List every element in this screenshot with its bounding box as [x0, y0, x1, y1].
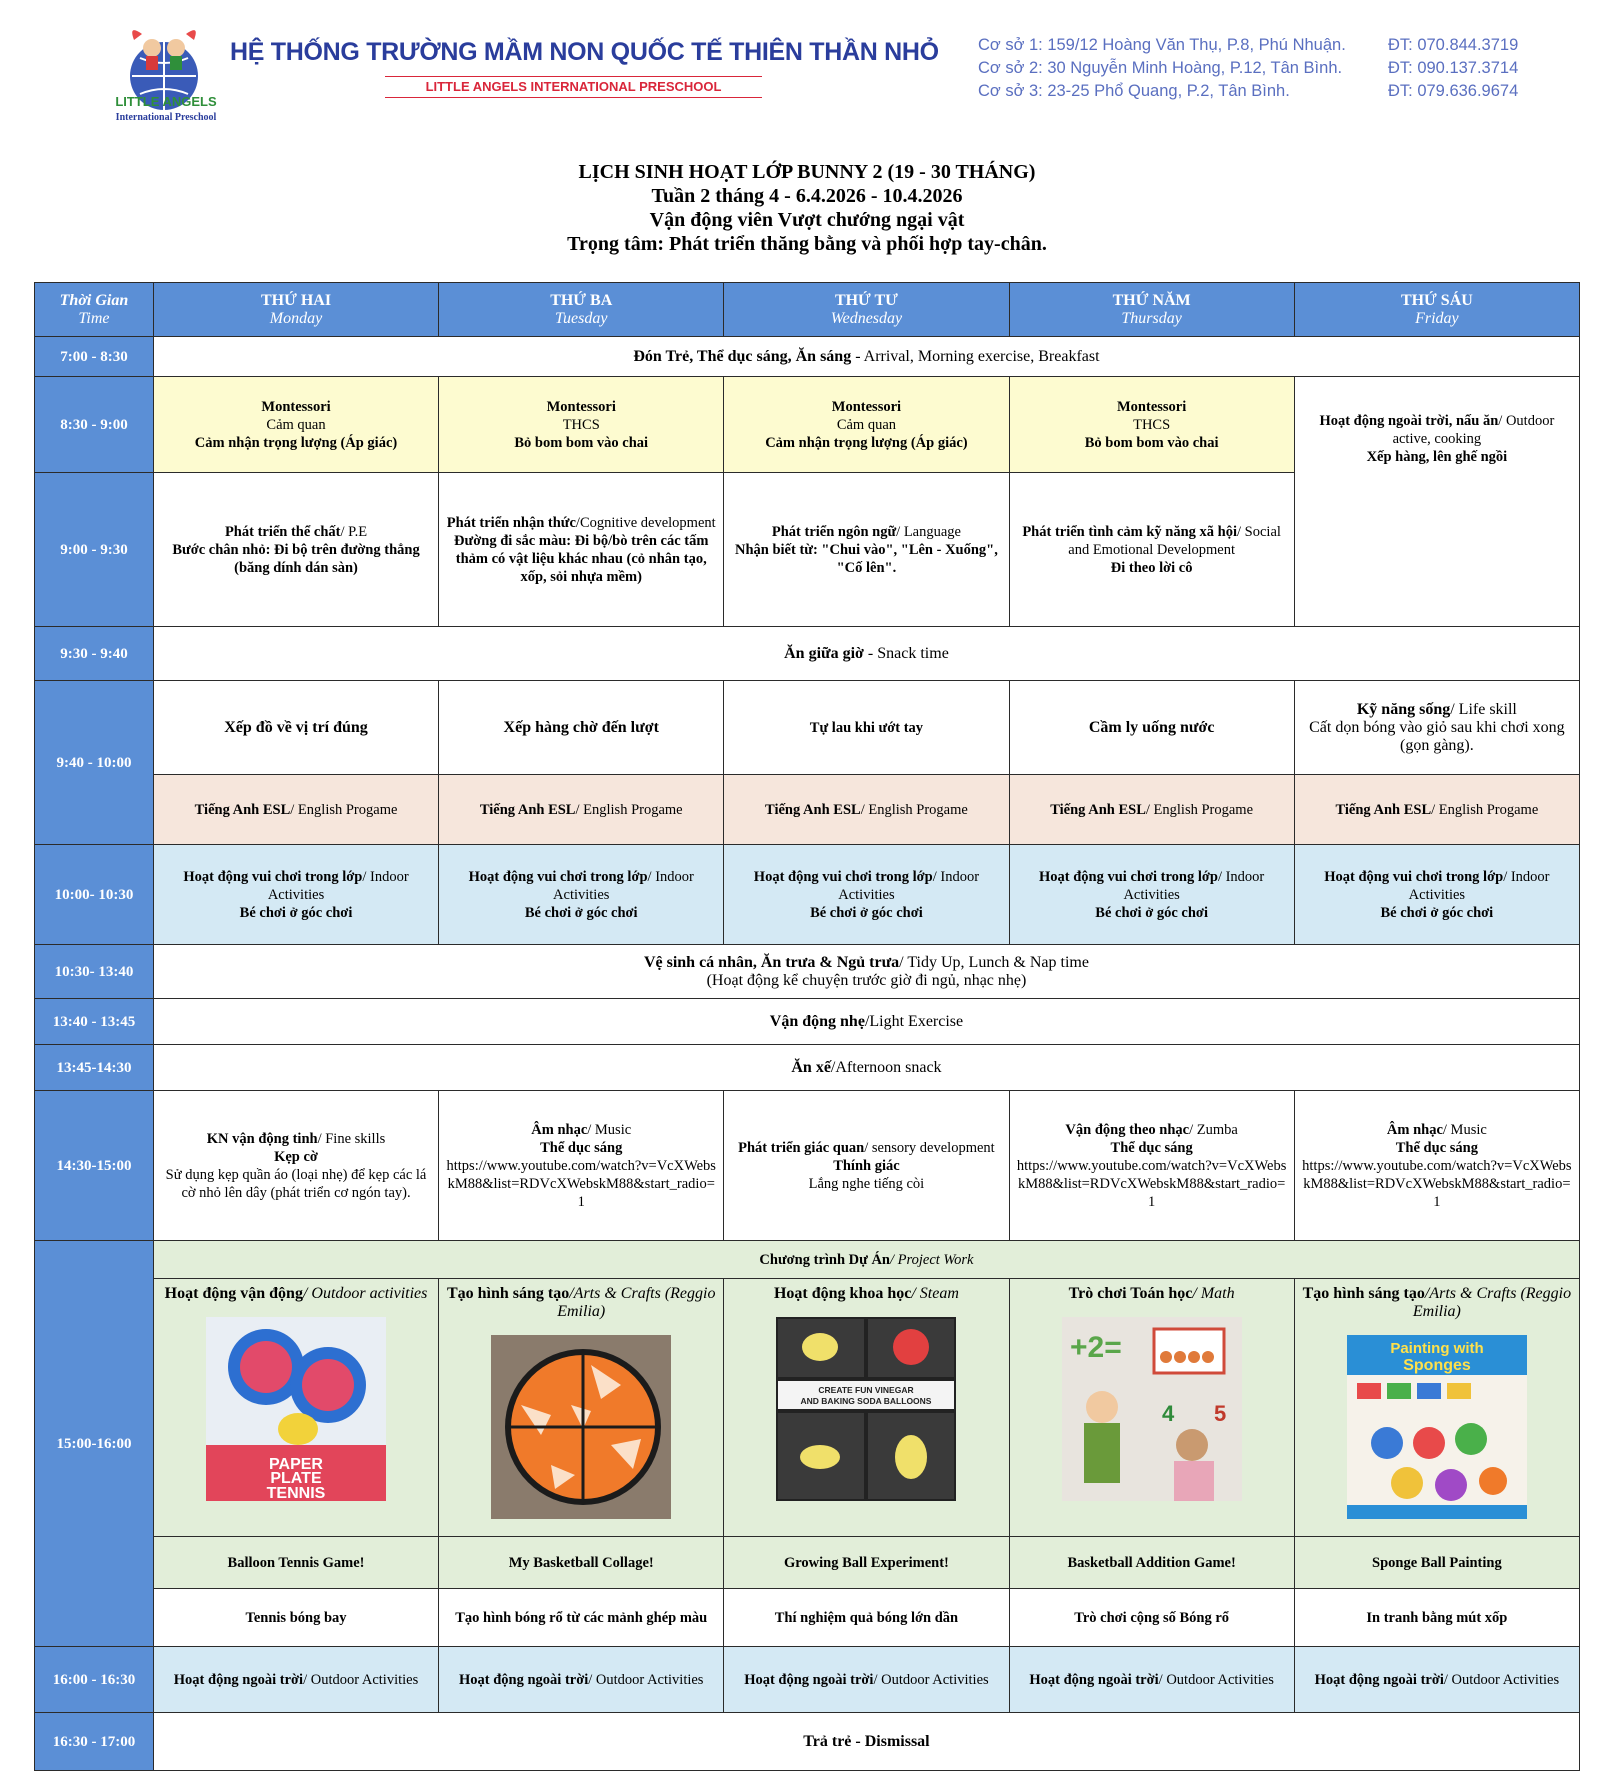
schedule-table: [34, 282, 1580, 1771]
schedule-title: LỊCH SINH HOẠT LỚP BUNNY 2 (19 - 30 THÁNG): [578, 161, 1036, 183]
outdoor-cell: Hoạt động ngoài trời/ Outdoor Activities: [1009, 1647, 1294, 1713]
branch-address: Cơ sở 3: 23-25 Phổ Quang, P.2, Tân Bình.: [978, 82, 1290, 100]
sponge-painting-image: [1347, 1335, 1527, 1519]
table-row: [35, 1647, 1580, 1713]
day-header-monday: THỨ HAI Monday: [153, 283, 438, 337]
svg-text:Sponges: Sponges: [1403, 1357, 1471, 1374]
table-row: [35, 845, 1580, 945]
branch-address: Cơ sở 1: 159/12 Hoàng Văn Thụ, P.8, Phú Nhuận.: [978, 36, 1346, 54]
svg-text:Painting with: Painting with: [1390, 1340, 1484, 1357]
svg-text:PAPER: PAPER: [269, 1456, 323, 1473]
svg-text:TENNIS: TENNIS: [266, 1485, 326, 1501]
table-header-row: [35, 283, 1580, 337]
esl-cell: Tiếng Anh ESL/ English Progame: [153, 775, 438, 845]
life-skill-cell: Kỹ năng sống/ Life skill Cất dọn bóng vào giỏ sau khi chơi xong (gọn gàng).: [1294, 681, 1579, 775]
skill-cell: Xếp đồ về vị trí đúng: [153, 681, 438, 775]
esl-cell: Tiếng Anh ESL/ English Progame: [1009, 775, 1294, 845]
schedule-theme: Vận động viên Vượt chướng ngại vật: [649, 209, 965, 231]
montessori-cell: Montessori Cảm quan Cảm nhận trọng lượng (Áp giác): [153, 377, 438, 473]
indoor-cell: Hoạt động vui chơi trong lớp/ Indoor Activities Bé chơi ở góc chơi: [724, 845, 1009, 945]
skill-cell: Xếp hàng chờ đến lượt: [439, 681, 724, 775]
project-cell: Tạo hình sáng tạo/Arts & Crafts (Reggio Emilia): [439, 1279, 724, 1537]
day-header-tuesday: THỨ BA Tuesday: [439, 283, 724, 337]
indoor-cell: Hoạt động vui chơi trong lớp/ Indoor Activities Bé chơi ở góc chơi: [153, 845, 438, 945]
branch-phone: ĐT: 079.636.9674: [1388, 82, 1519, 100]
afternoon-activity-cell: Phát triển giác quan/ sensory development Thính giác Lắng nghe tiếng còi: [724, 1091, 1009, 1241]
project-name-en: Balloon Tennis Game!: [153, 1537, 438, 1589]
indoor-cell: Hoạt động vui chơi trong lớp/ Indoor Activities Bé chơi ở góc chơi: [1294, 845, 1579, 945]
time-column-header: Thời Gian Time: [35, 283, 154, 337]
arrival-cell: Đón Trẻ, Thể dục sáng, Ăn sáng - Arrival, Morning exercise, Breakfast: [153, 337, 1579, 377]
time-slot: 15:00-16:00: [35, 1241, 154, 1647]
svg-text:International Preschool: International Preschool: [115, 112, 217, 123]
time-slot: 16:30 - 17:00: [35, 1713, 154, 1771]
project-name-vi: In tranh bằng mút xốp: [1294, 1589, 1579, 1647]
project-cell: Trò chơi Toán học/ Math +2= 4 5: [1009, 1279, 1294, 1537]
skill-cell: Cầm ly uống nước: [1009, 681, 1294, 775]
svg-text:AND BAKING SODA BALLOONS: AND BAKING SODA BALLOONS: [800, 1396, 932, 1406]
development-cell: Phát triển thể chất/ P.E Bước chân nhỏ: Đi bộ trên đường thẳng (băng dính dán sàn): [153, 473, 438, 627]
development-cell: Phát triển ngôn ngữ/ Language Nhận biết từ: "Chui vào", "Lên - Xuống", "Cố lên".: [724, 473, 1009, 627]
time-slot: 13:40 - 13:45: [35, 999, 154, 1045]
time-slot: 7:00 - 8:30: [35, 337, 154, 377]
project-cell: Hoạt động khoa học/ Steam CREATE FUN VINEGAR AND BAKING SODA BALLOONS: [724, 1279, 1009, 1537]
page-header: [0, 0, 1614, 140]
afternoon-activity-cell: KN vận động tinh/ Fine skills Kẹp cờ Sử dụng kẹp quần áo (loại nhẹ) để kẹp các lá cờ nhỏ lên dây (phát triển cơ ngón tay).: [153, 1091, 438, 1241]
skill-cell: Tự lau khi ướt tay: [724, 681, 1009, 775]
table-row: [35, 627, 1580, 681]
project-name-en: Sponge Ball Painting: [1294, 1537, 1579, 1589]
vinegar-balloon-image: [776, 1317, 956, 1501]
table-row: [35, 1279, 1580, 1537]
outdoor-cell: Hoạt động ngoài trời/ Outdoor Activities: [1294, 1647, 1579, 1713]
paper-plate-tennis-image: [206, 1317, 386, 1501]
project-name-en: Growing Ball Experiment!: [724, 1537, 1009, 1589]
branch-phone: ĐT: 070.844.3719: [1388, 36, 1519, 54]
branch-address: Cơ sở 2: 30 Nguyễn Minh Hoàng, P.12, Tân Bình.: [978, 59, 1343, 77]
school-name: HỆ THỐNG TRƯỜNG MẦM NON QUỐC TẾ THIÊN THẦN NHỎ: [230, 38, 939, 66]
lunch-nap-cell: Vệ sinh cá nhân, Ăn trưa & Ngủ trưa/ Tidy Up, Lunch & Nap time (Hoạt động kể chuyện trước giờ đi ngủ, nhạc nhẹ): [153, 945, 1579, 999]
outdoor-cell: Hoạt động ngoài trời/ Outdoor Activities: [153, 1647, 438, 1713]
school-logo: [96, 14, 236, 124]
afternoon-snack-cell: Ăn xế/Afternoon snack: [153, 1045, 1579, 1091]
dismissal-cell: Trả trẻ - Dismissal: [153, 1713, 1579, 1771]
project-name-en: Basketball Addition Game!: [1009, 1537, 1294, 1589]
table-row: [35, 377, 1580, 473]
afternoon-activity-cell: Vận động theo nhạc/ Zumba Thể dục sáng https://www.youtube.com/watch?v=VcXWebskM88&list=RDVcXWebskM88&start_radio=1: [1009, 1091, 1294, 1241]
svg-text:4: 4: [1161, 1401, 1174, 1426]
time-slot: 14:30-15:00: [35, 1091, 154, 1241]
indoor-cell: Hoạt động vui chơi trong lớp/ Indoor Activities Bé chơi ở góc chơi: [439, 845, 724, 945]
basketball-addition-image: [1062, 1317, 1242, 1501]
svg-text:PLATE: PLATE: [270, 1470, 322, 1487]
day-header-friday: THỨ SÁU Friday: [1294, 283, 1579, 337]
esl-cell: Tiếng Anh ESL/ English Progame: [724, 775, 1009, 845]
indoor-cell: Hoạt động vui chơi trong lớp/ Indoor Activities Bé chơi ở góc chơi: [1009, 845, 1294, 945]
school-name-en: LITTLE ANGELS INTERNATIONAL PRESCHOOL: [385, 76, 762, 98]
svg-text:+2=: +2=: [1069, 1331, 1122, 1364]
esl-cell: Tiếng Anh ESL/ English Progame: [439, 775, 724, 845]
time-slot: 10:30- 13:40: [35, 945, 154, 999]
project-name-vi: Trò chơi cộng số Bóng rổ: [1009, 1589, 1294, 1647]
basketball-collage-image: [491, 1335, 671, 1519]
svg-text:CREATE FUN VINEGAR: CREATE FUN VINEGAR: [818, 1385, 915, 1395]
time-slot: 16:00 - 16:30: [35, 1647, 154, 1713]
project-name-en: My Basketball Collage!: [439, 1537, 724, 1589]
outdoor-cell: Hoạt động ngoài trời/ Outdoor Activities: [724, 1647, 1009, 1713]
branch-row: [978, 80, 1538, 103]
schedule-focus: Trọng tâm: Phát triển thăng bằng và phối hợp tay-chân.: [567, 233, 1047, 255]
table-row: [35, 681, 1580, 775]
schedule-title-block: [0, 160, 1614, 256]
branch-row: [978, 57, 1538, 80]
time-slot: 13:45-14:30: [35, 1045, 154, 1091]
table-row: [35, 945, 1580, 999]
time-slot: 9:30 - 9:40: [35, 627, 154, 681]
project-name-vi: Tạo hình bóng rổ từ các mảnh ghép màu: [439, 1589, 724, 1647]
project-name-vi: Tennis bóng bay: [153, 1589, 438, 1647]
schedule-week: Tuần 2 tháng 4 - 6.4.2026 - 10.4.2026: [651, 185, 963, 207]
svg-text:5: 5: [1213, 1401, 1226, 1426]
table-row: [35, 1713, 1580, 1771]
day-header-wednesday: THỨ TƯ Wednesday: [724, 283, 1009, 337]
afternoon-activity-cell: Âm nhạc/ Music Thể dục sáng https://www.youtube.com/watch?v=VcXWebskM88&list=RDVcXWebskM88&start_radio=1: [439, 1091, 724, 1241]
development-cell: Phát triển tình cảm kỹ năng xã hội/ Social and Emotional Development Đi theo lời cô: [1009, 473, 1294, 627]
day-header-thursday: THỨ NĂM Thursday: [1009, 283, 1294, 337]
montessori-cell: Montessori THCS Bỏ bom bom vào chai: [1009, 377, 1294, 473]
time-slot: 9:40 - 10:00: [35, 681, 154, 845]
table-row: [35, 999, 1580, 1045]
outdoor-cell: Hoạt động ngoài trời/ Outdoor Activities: [439, 1647, 724, 1713]
afternoon-activity-cell: Âm nhạc/ Music Thể dục sáng https://www.youtube.com/watch?v=VcXWebskM88&list=RDVcXWebskM88&start_radio=1: [1294, 1091, 1579, 1241]
project-cell: Tạo hình sáng tạo/Arts & Crafts (Reggio Emilia) Painting with Sponges: [1294, 1279, 1579, 1537]
project-header-cell: Chương trình Dự Án/ Project Work: [153, 1241, 1579, 1279]
table-row: [35, 1241, 1580, 1279]
project-name-vi: Thí nghiệm quả bóng lớn dần: [724, 1589, 1009, 1647]
table-row: [35, 1537, 1580, 1589]
snack-cell: Ăn giữa giờ - Snack time: [153, 627, 1579, 681]
time-slot: 10:00- 10:30: [35, 845, 154, 945]
development-cell: Phát triển nhận thức/Cognitive development Đường đi sắc màu: Đi bộ/bò trên các tấm thảm có vật liệu khác nhau (cỏ nhân tạo, xốp, sỏi nhựa mềm): [439, 473, 724, 627]
montessori-cell: Montessori Cảm quan Cảm nhận trọng lượng (Áp giác): [724, 377, 1009, 473]
friday-outdoor-cooking-cell: Hoạt động ngoài trời, nấu ăn/ Outdoor active, cooking Xếp hàng, lên ghế ngồi: [1294, 377, 1579, 627]
table-row: [35, 775, 1580, 845]
svg-text:LITTLE ANGELS: LITTLE ANGELS: [115, 94, 217, 109]
branch-phone: ĐT: 090.137.3714: [1388, 59, 1519, 77]
branch-list: [978, 34, 1538, 103]
project-cell: Hoạt động vận động/ Outdoor activities PAPER PLATE TENNIS: [153, 1279, 438, 1537]
table-row: [35, 1589, 1580, 1647]
esl-cell: Tiếng Anh ESL/ English Progame: [1294, 775, 1579, 845]
table-row: [35, 1045, 1580, 1091]
light-exercise-cell: Vận động nhẹ/Light Exercise: [153, 999, 1579, 1045]
table-row: [35, 337, 1580, 377]
branch-row: [978, 34, 1538, 57]
time-slot: 8:30 - 9:00: [35, 377, 154, 473]
montessori-cell: Montessori THCS Bỏ bom bom vào chai: [439, 377, 724, 473]
time-slot: 9:00 - 9:30: [35, 473, 154, 627]
table-row: [35, 1091, 1580, 1241]
